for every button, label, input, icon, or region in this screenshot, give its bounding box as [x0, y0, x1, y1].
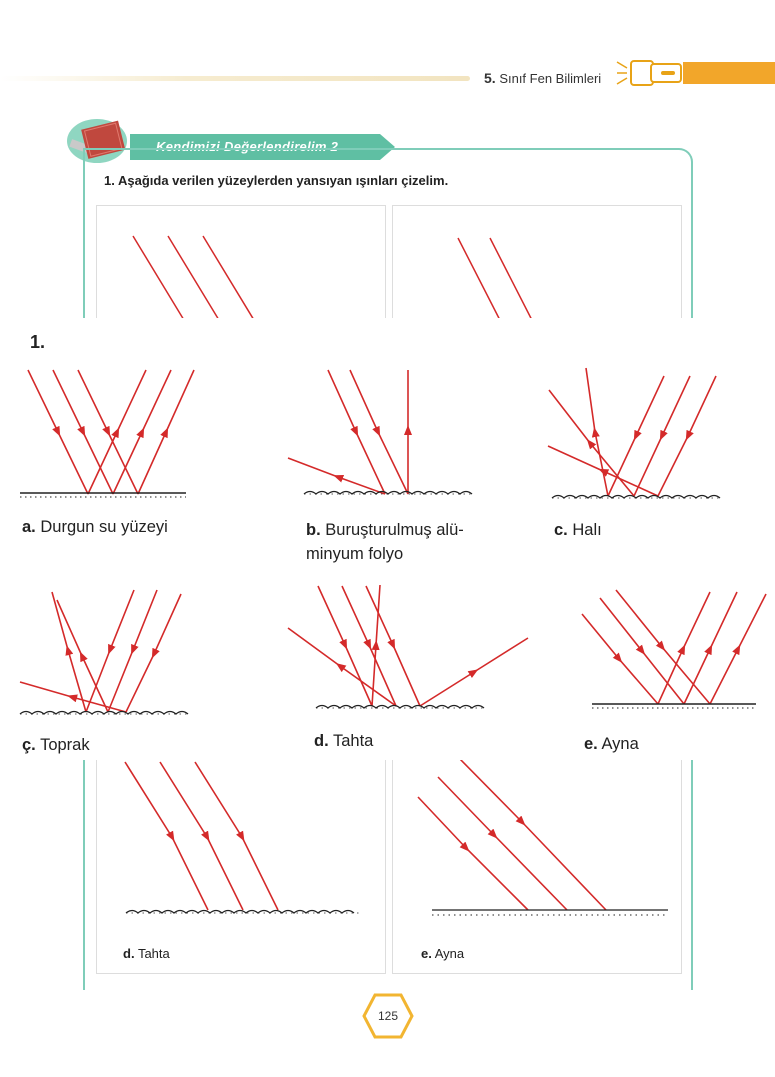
- caption-e: [584, 735, 639, 754]
- caption-label: Tahta: [137, 946, 170, 961]
- diagram-a-still-water: [28, 370, 194, 494]
- diagram-e-mirror: [582, 590, 766, 704]
- page-number: 125: [377, 1009, 399, 1023]
- caption-label: Tahta: [332, 732, 374, 750]
- caption-label: Toprak: [40, 736, 90, 754]
- caption-label-line2: minyum folyo: [306, 545, 404, 563]
- caption-c-cedilla: [22, 736, 90, 755]
- caption-b: [306, 518, 464, 566]
- caption-letter: e.: [584, 735, 598, 753]
- answer-number: 1.: [30, 332, 46, 352]
- caption-letter: d.: [314, 732, 329, 750]
- caption-a: [22, 518, 168, 537]
- diagram-b-crumpled-foil: [288, 370, 408, 494]
- caption-letter: b.: [306, 521, 321, 539]
- caption-letter: a.: [22, 518, 36, 536]
- caption-label: Durgun su yüzeyi: [40, 518, 168, 536]
- grade-number: 5.: [484, 70, 496, 86]
- caption-letter: c.: [554, 521, 568, 539]
- question-text: 1. Aşağıda verilen yüzeylerden yansıyan ışınları çizelim.: [104, 173, 449, 188]
- caption-label: Halı: [572, 521, 602, 539]
- diagram-c-carpet: [548, 368, 716, 496]
- caption-c: [554, 521, 602, 540]
- section-title: Kendimizi Değerlendirelim 2: [156, 139, 339, 154]
- caption-letter: ç.: [22, 736, 36, 754]
- caption-letter: d.: [123, 946, 135, 961]
- caption-label: Ayna: [601, 735, 639, 753]
- caption-d: [314, 732, 373, 751]
- diagram-c-cedilla-soil: [20, 590, 181, 712]
- caption-label: Buruşturulmuş alü-: [325, 521, 464, 539]
- diagram-d-wood: [288, 585, 528, 706]
- caption-letter: e.: [421, 946, 432, 961]
- subject-label: Sınıf Fen Bilimleri: [499, 71, 602, 86]
- caption-label: Ayna: [434, 946, 465, 961]
